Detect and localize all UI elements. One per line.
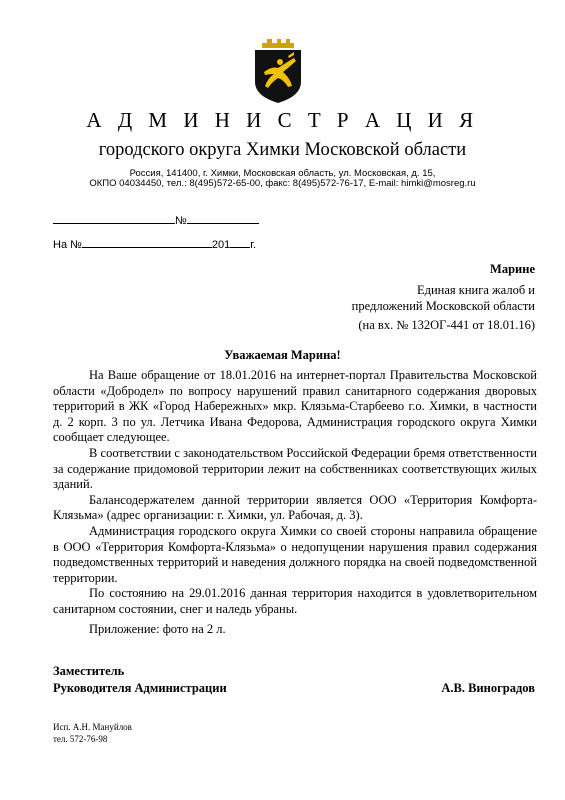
incoming-number-blank bbox=[82, 236, 212, 248]
signer-name: А.В. Виноградов bbox=[441, 681, 535, 695]
year-blank bbox=[230, 236, 250, 248]
attachment-note: Приложение: фото на 2 л. bbox=[89, 622, 226, 636]
letter-body bbox=[53, 368, 537, 618]
recipient-org-line2: предложений Московской области bbox=[351, 299, 535, 313]
signer-position-line2: Руководителя Администрации bbox=[53, 681, 227, 695]
body-paragraph: Балансодержателем данной территории является ООО «Территория Комфорта-Клязьма» (адрес организации: г. Химки, ул. Рабочая, д. 3). bbox=[53, 492, 537, 523]
coat-of-arms-emblem bbox=[250, 38, 306, 104]
salutation: Уважаемая Марина! bbox=[224, 348, 341, 362]
body-paragraph: По состоянию на 29.01.2016 данная территория находится в удовлетворительном санитарном состоянии, снег и наледь убраны. bbox=[53, 586, 537, 616]
address-line: Россия, 141400, г. Химки, Московская область, ул. Московская, д. 15, bbox=[129, 168, 436, 179]
contacts-line: ОКПО 04034450, тел.: 8(495)572-65-00, факс: 8(495)572-76-17, E-mail: himki@mosreg.ru bbox=[89, 178, 476, 189]
crown-icon bbox=[262, 39, 294, 48]
recipient-org-line1: Единая книга жалоб и bbox=[416, 283, 535, 297]
body-paragraph: На Ваше обращение от 18.01.2016 на интернет-портал Правительства Московской области «Добродел» по вопросу нарушений правил санитарного содержания дворовых территорий в ЖК «Город Набережных» мкр. Клязьма-Старбеево г.о. Химки, в частности д. 2 корп. 3 по ул. Летчика Ивана Федорова, Администрация городского округа Химки сообщает следующее. bbox=[53, 368, 537, 445]
recipient-name: Марине bbox=[490, 262, 535, 276]
executor-phone: тел. 572-76-98 bbox=[53, 734, 108, 744]
on-number-label: На № bbox=[53, 239, 82, 251]
year-suffix: г. bbox=[250, 239, 257, 251]
outgoing-registration-line bbox=[53, 212, 259, 227]
org-subtitle: городского округа Химки Московской области bbox=[98, 140, 467, 160]
body-paragraph: Администрация городского округа Химки со своей стороны направила обращение в ООО «Территория Комфорта-Клязьма» о недопущении нарушения правил содержания подведомственных территорий и наведения должного порядка на своей подведомственной территории. bbox=[53, 523, 537, 585]
year-prefix: 201 bbox=[211, 239, 231, 251]
incoming-reference-line bbox=[53, 236, 256, 251]
executor-name: Исп. А.Н. Мануйлов bbox=[53, 722, 132, 732]
body-paragraph: В соответствии с законодательством Российской Федерации бремя ответственности за содержание придомовой территории лежит на собственниках соответствующих жилых зданий. bbox=[53, 445, 537, 492]
number-sign: № bbox=[175, 215, 187, 227]
org-title: А Д М И Н И С Т Р А Ц И Я bbox=[86, 108, 479, 132]
incoming-reference: (на вх. № 132ОГ-441 от 18.01.16) bbox=[358, 318, 535, 332]
outgoing-number-blank bbox=[187, 212, 259, 224]
outgoing-date-blank bbox=[53, 212, 175, 224]
signer-position-line1: Заместитель bbox=[53, 664, 125, 678]
